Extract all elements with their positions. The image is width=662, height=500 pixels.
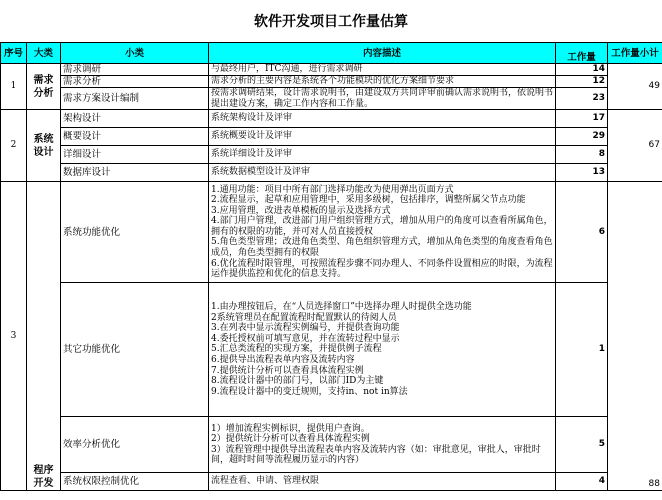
description-line: 需求分析的主要内容是系统各个功能模块的优化方案细节要求 xyxy=(211,76,455,87)
description-line: 系统架构设计及评审 xyxy=(211,113,293,124)
effort-cell: 17 xyxy=(556,110,608,128)
description-line: 3.应用管理，改进表单模板的显示及选择方式 xyxy=(211,205,391,216)
table-row xyxy=(1,110,662,128)
sheet-title: 软件开发项目工作量估算 xyxy=(254,14,408,30)
subcategory-cell: 系统功能优化 xyxy=(61,182,209,283)
effort-table xyxy=(0,42,662,491)
description-cell xyxy=(209,283,556,417)
effort-cell: 1 xyxy=(556,283,608,417)
effort-cell: 4 xyxy=(556,473,608,491)
effort-cell: 8 xyxy=(556,146,608,164)
header-subtotal: 工作量小计 xyxy=(608,43,662,64)
subcategory-cell: 效率分析优化 xyxy=(61,417,209,473)
description-line: 1.由办理按钮后，在“人员选择窗口”中选择办理人时提供全选功能 xyxy=(211,302,472,313)
header-no: 序号 xyxy=(1,43,27,64)
subcategory-cell: 需求调研 xyxy=(61,64,209,76)
table-row xyxy=(1,64,662,76)
header-description: 内容描述 xyxy=(209,43,556,64)
subcategory-cell: 需求分析 xyxy=(61,76,209,88)
description-cell xyxy=(209,417,556,473)
description-line: 3）流程管理中提供导出流程表单内容及流转内容（如：审批意见，审批人，审批时间，超时时间等流程履历显示的内容） xyxy=(211,444,541,466)
description-line: 2）提供统计分析可以查看具体流程实例 xyxy=(211,434,370,445)
group-number: 1 xyxy=(1,64,27,110)
description-line: 9.流程设计器中的变迁规则，支持in、not in算法 xyxy=(211,386,408,397)
description-cell xyxy=(209,182,556,283)
description-line: 3.在列表中显示流程实例编号，并提供查询功能 xyxy=(211,323,400,334)
header-category: 大类 xyxy=(27,43,61,64)
description-line: 2.流程显示，起草和应用管理中，采用多级树，包括排序，调整所属父节点功能 xyxy=(211,195,526,206)
description-line: 5.汇总类流程的实现方案，并提供例子流程 xyxy=(211,344,382,355)
subcategory-cell: 概要设计 xyxy=(61,128,209,146)
table-row xyxy=(1,164,662,182)
group-subtotal: 67 xyxy=(608,110,662,182)
table-row xyxy=(1,128,662,146)
description-line: 系统概要设计及评审 xyxy=(211,131,293,142)
group-number: 3 xyxy=(1,182,27,491)
description-cell xyxy=(209,146,556,164)
header-effort: 工作量 xyxy=(556,43,608,64)
table-row xyxy=(1,182,662,283)
subcategory-cell: 数据库设计 xyxy=(61,164,209,182)
description-cell xyxy=(209,88,556,110)
group-subtotal: 88 xyxy=(608,182,662,491)
table-row xyxy=(1,146,662,164)
description-line: 6.优化流程时限管理，可按照流程步骤不同办理人、不同条件设置相应的时限，为流程运作提供监控和优化的信息支持。 xyxy=(211,258,553,280)
group-subtotal: 49 xyxy=(608,64,662,110)
description-line: 4.委托授权前可填写意见，并在流转过程中显示 xyxy=(211,333,400,344)
table-row xyxy=(1,473,662,491)
table-row xyxy=(1,76,662,88)
description-line: 系统数据模型设计及评审 xyxy=(211,167,311,178)
group-category: 需求分析 xyxy=(27,64,61,110)
table-row xyxy=(1,283,662,417)
description-cell xyxy=(209,473,556,491)
description-line: 8.流程设计器中的部门号，以部门ID为主键 xyxy=(211,376,384,387)
group-category: 系统设计 xyxy=(27,110,61,182)
description-line: 4.部门用户管理，改进部门用户组织管理方式，增加从用户的角度可以查看所属角色，拥有的权限的功能，并可对人员直接授权 xyxy=(211,216,553,237)
effort-cell: 29 xyxy=(556,128,608,146)
description-line: 按需求调研结果，设计需求说明书，由建设双方共同评审前确认需求说明书，依说明书提出建设方案，确定工作内容和工作量。 xyxy=(211,88,554,109)
description-cell xyxy=(209,64,556,76)
description-cell xyxy=(209,76,556,88)
subcategory-cell: 架构设计 xyxy=(61,110,209,128)
table-row xyxy=(1,88,662,110)
subcategory-cell: 其它功能优化 xyxy=(61,283,209,417)
effort-cell: 6 xyxy=(556,182,608,283)
header-subcategory: 小类 xyxy=(61,43,209,64)
description-cell xyxy=(209,164,556,182)
description-line: 6.提供导出流程表单内容及流转内容 xyxy=(211,354,355,365)
subcategory-cell: 系统权限控制优化 xyxy=(61,473,209,491)
description-line: 系统详细设计及评审 xyxy=(211,149,293,160)
description-line: 与最终用户，ITC沟通，进行需求调研 xyxy=(211,64,363,75)
description-line: 1）增加流程实例标识，提供用户查询。 xyxy=(211,423,370,434)
description-line: 2系统管理员在配置流程时配置默认的待阅人员 xyxy=(211,312,397,323)
effort-cell: 12 xyxy=(556,76,608,88)
description-cell xyxy=(209,110,556,128)
subcategory-cell: 需求方案设计编制 xyxy=(61,88,209,110)
effort-cell: 5 xyxy=(556,417,608,473)
group-number: 2 xyxy=(1,110,27,182)
subcategory-cell: 详细设计 xyxy=(61,146,209,164)
description-line: 1.通用功能：项目中所有部门选择功能改为使用弹出页面方式 xyxy=(211,184,454,195)
description-line: 流程查看、申请、管理权限 xyxy=(211,476,320,487)
effort-cell: 13 xyxy=(556,164,608,182)
effort-cell: 23 xyxy=(556,88,608,110)
effort-cell: 14 xyxy=(556,64,608,76)
description-line: 7.提供统计分析可以查看具体流程实例 xyxy=(211,365,364,376)
header-row xyxy=(1,43,662,64)
description-cell xyxy=(209,128,556,146)
description-line: 5.角色类型管理；改进角色类型、角色组织管理方式，增加从角色类型的角度查看角色成员，角色类型拥有的权限 xyxy=(211,237,553,259)
group-category: 程序开发 xyxy=(27,182,61,491)
table-row xyxy=(1,417,662,473)
